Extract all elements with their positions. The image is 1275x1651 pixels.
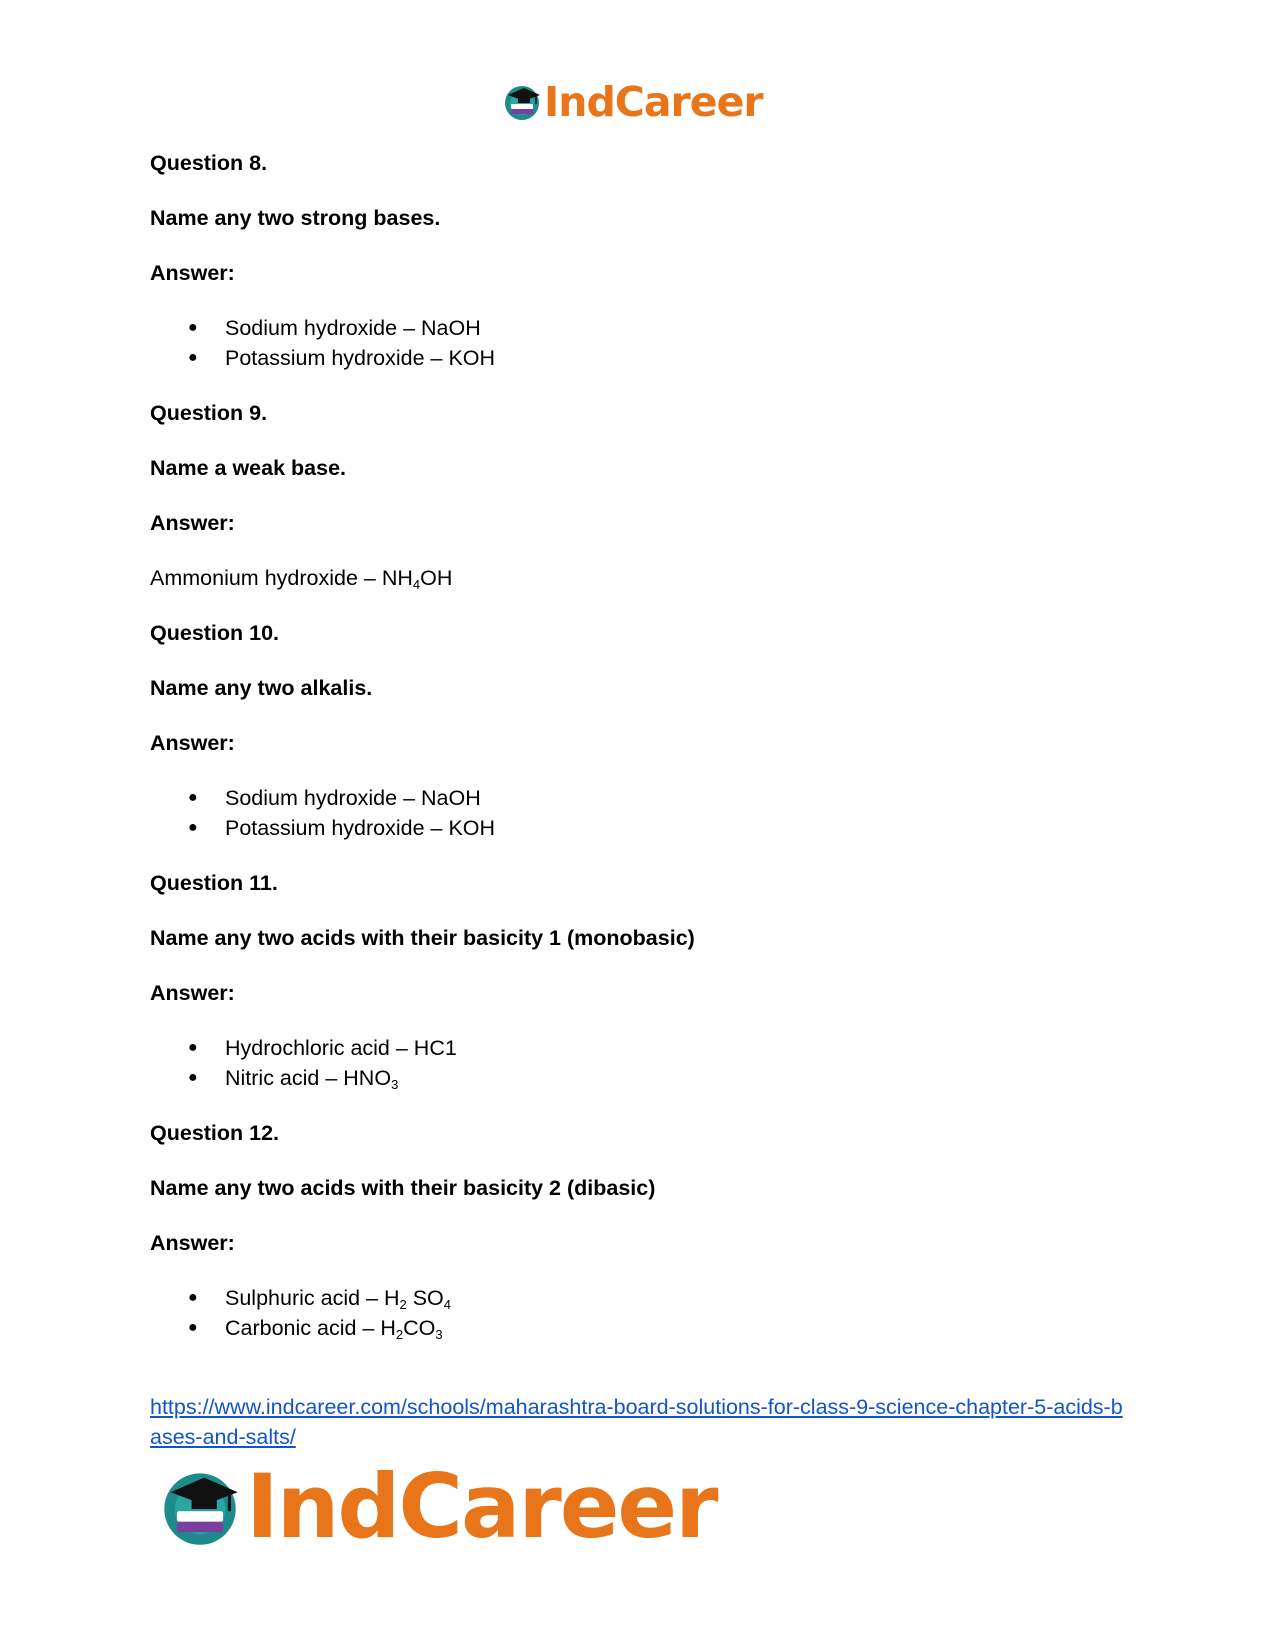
- list-item: ● Nitric acid – $HNO_3$: [150, 1063, 1150, 1093]
- question-prompt: Name any two alkalis.: [150, 676, 373, 700]
- list-item: ● Sodium hydroxide – NaOH: [150, 313, 1150, 343]
- list-item: ● Sulphuric acid – $H_2$ $SO_4$: [150, 1283, 1150, 1313]
- answer-label: Answer:: [150, 731, 235, 755]
- question-prompt: Name a weak base.: [150, 456, 347, 480]
- graduation-cap-icon: [158, 1465, 242, 1549]
- list-item: ● Carbonic acid – $H_2CO_3$: [150, 1313, 1150, 1343]
- answer-label: Answer:: [150, 1231, 235, 1255]
- question-prompt: Name any two acids with their basicity 2 (dibasic): [150, 1176, 656, 1200]
- list-item: ● Potassium hydroxide – KOH: [150, 813, 1150, 843]
- question-heading: Question 12.: [150, 1121, 280, 1145]
- question-heading: Question 9.: [150, 401, 268, 425]
- brand-name: IndCareer: [544, 78, 763, 126]
- indcareer-logo-top: [502, 78, 763, 126]
- question-prompt: Name any two acids with their basicity 1 (monobasic): [150, 926, 695, 950]
- document-body: [150, 148, 1150, 1368]
- answer-label: Answer:: [150, 261, 235, 285]
- answer-list: [150, 783, 1150, 843]
- answer-list: [150, 1033, 1150, 1093]
- answer-list: [150, 313, 1150, 373]
- graduation-cap-icon: [502, 82, 542, 122]
- answer-text: Ammonium hydroxide – $NH_4OH$: [150, 566, 453, 592]
- list-item: ● Sodium hydroxide – NaOH: [150, 783, 1150, 813]
- list-item: ● Potassium hydroxide – KOH: [150, 343, 1150, 373]
- question-heading: Question 10.: [150, 621, 280, 645]
- question-heading: Question 11.: [150, 871, 278, 895]
- question-heading: Question 8.: [150, 151, 268, 175]
- answer-list: [150, 1283, 1150, 1343]
- source-link[interactable]: https://www.indcareer.com/schools/maharashtra-board-solutions-for-class-9-science-chapter-5-acids-bases-and-salts/: [150, 1395, 1123, 1449]
- answer-label: Answer:: [150, 981, 235, 1005]
- answer-label: Answer:: [150, 511, 235, 535]
- question-prompt: Name any two strong bases.: [150, 206, 441, 230]
- list-item: ● Hydrochloric acid – HC1: [150, 1033, 1150, 1063]
- indcareer-logo-bottom: [158, 1455, 717, 1558]
- brand-name: IndCareer: [246, 1455, 717, 1558]
